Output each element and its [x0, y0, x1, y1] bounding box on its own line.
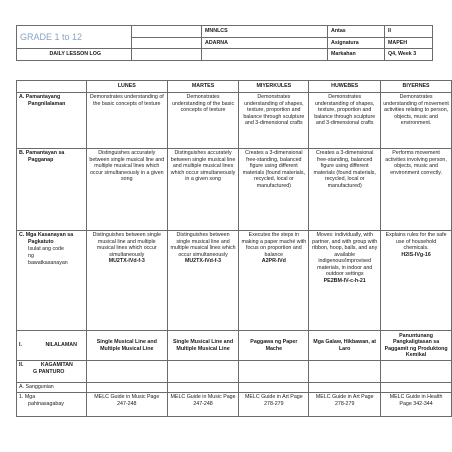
content-cell	[381, 383, 452, 393]
row-title: NILALAMAN	[45, 342, 77, 349]
day-header: HUWEBES	[309, 81, 381, 93]
content-cell: Demonstrates understanding of the basic concepts of texture	[167, 93, 239, 149]
content-cell: Paggawa ng Paper Mache	[239, 331, 309, 361]
table-row	[17, 331, 452, 361]
competency-code: MU2TX-IVd-f-3	[108, 258, 145, 264]
content-cell: Distinguishes accurately between single musical line and multiple musical lines which occur simultaneously in a given song	[167, 149, 239, 231]
content-cell: Demonstrates understanding of shapes, texture, proportion and balance through sculpture and 3-dimensional crafts	[309, 93, 381, 149]
row-note: bawatkasanayan	[28, 259, 68, 266]
content-cell: MELC Guide in Music Page 247-248	[167, 393, 239, 417]
table-row	[17, 231, 452, 331]
content-cell	[309, 231, 381, 331]
content-cell	[86, 383, 167, 393]
corner-cell	[17, 81, 87, 93]
dll-subtitle: DAILY LESSON LOG	[17, 49, 132, 61]
content-cell: MELC Guide in Health Page 342-344	[381, 393, 452, 417]
content-cell: Panuntunang Pangkaligtasan sa Paggamit ng Produktong Kemikal	[381, 331, 452, 361]
markahan-label: Markahan	[328, 49, 385, 61]
day-header-row	[17, 81, 452, 93]
competency-text: Distinguishes between single musical line and multiple musical lines which occur simultaneously	[92, 232, 161, 258]
content-cell	[167, 383, 239, 393]
teacher-value: ADARNA	[202, 37, 328, 49]
competency-text: Moves: individually, with partner, and with group with ribbon, hoop, balls, and any available indigenous/improvised materials, in indoor and outdoor settings	[312, 232, 378, 277]
asignatura-value: MAPEH	[385, 37, 433, 49]
content-cell	[167, 231, 239, 331]
school-label	[132, 26, 202, 38]
table-row	[17, 361, 452, 383]
competency-code: H2IS-IVg-16	[401, 251, 431, 258]
grade-title: GRADE 1 to 12	[17, 26, 132, 49]
competency-text: Explains rules for the safe use of household chemicals.	[385, 232, 447, 251]
markahan-value: Q4, Week 3	[385, 49, 433, 61]
day-header: BIYERNES	[381, 81, 452, 93]
row-title: A. Pamantayang	[19, 94, 61, 100]
table-row	[17, 393, 452, 417]
day-header: MIYERKULES	[239, 81, 309, 93]
content-cell: Demonstrates understanding of movement activities relating to person, objects, music and environment.	[381, 93, 452, 149]
row-title: C. Mga Kasanayan sa	[19, 232, 74, 238]
content-cell: Performs movement activities involving person, objects, music and environment correctly.	[381, 149, 452, 231]
content-cell: Creates a 3-dimensional free-standing, balanced figure using different materials (found materials, recycled, local or manufactured)	[309, 149, 381, 231]
content-cell	[86, 231, 167, 331]
content-cell	[239, 231, 309, 331]
row-title: KAGAMITAN	[40, 362, 73, 368]
content-cell	[239, 383, 309, 393]
content-cell: Mga Galaw, Hikbawan, at Laro	[309, 331, 381, 361]
row-number: II.	[19, 362, 24, 368]
competency-text: Executes the steps in making a paper maché with focus on proportion and balance	[241, 232, 307, 258]
content-cell	[86, 361, 167, 383]
competency-text: Distinguishes between single musical line and multiple musical lines which occur simultaneously	[170, 232, 236, 258]
content-cell: Creates a 3-dimensional free-standing, balanced figure using different materials (found materials, recycled, local or manufactured)	[239, 149, 309, 231]
competency-code: A2PR-IVd	[261, 258, 286, 264]
date-value	[202, 49, 328, 61]
row-number: I.	[19, 342, 22, 349]
content-cell	[309, 383, 381, 393]
content-cell: Single Musical Line and Multiple Musical Line	[86, 331, 167, 361]
content-cell	[167, 361, 239, 383]
content-cell: Single Musical Line and Multiple Musical Line	[167, 331, 239, 361]
row-subtitle: Pagkatuto	[28, 238, 54, 245]
table-row	[17, 149, 452, 231]
content-cell	[381, 231, 452, 331]
content-cell	[381, 361, 452, 383]
row-note: Isulat ang code	[28, 245, 64, 252]
row-title: B. Pamantayan sa	[19, 150, 65, 156]
row-label-pamantayan-sa-pagganap	[17, 149, 87, 231]
row-label-pamantayang-pangnilalaman	[17, 93, 87, 149]
teacher-label	[132, 37, 202, 49]
date-label	[132, 49, 202, 61]
antas-label: Antas	[328, 26, 385, 38]
row-subtitle: pahinasagabay	[28, 400, 64, 407]
table-row	[17, 93, 452, 149]
dll-header-table	[16, 25, 433, 61]
day-header: MARTES	[167, 81, 239, 93]
school-value: MNNLCS	[202, 26, 328, 38]
content-cell	[309, 361, 381, 383]
day-header: LUNES	[86, 81, 167, 93]
lesson-grid	[16, 80, 452, 417]
content-cell: MELC Guide in Music Page 247-248	[86, 393, 167, 417]
row-label-mga-kasanayan-sa-pagkatuto	[17, 231, 87, 331]
asignatura-label: Asignatura	[328, 37, 385, 49]
row-label-mga-pahina-sa-gabay	[17, 393, 87, 417]
row-label-kagamitang-panturo	[17, 361, 87, 383]
content-cell: Distinguishes accurately between single musical line and multiple musical lines which occur simultaneously in a given song	[86, 149, 167, 231]
competency-code: PE2BM-IV-c-h-21	[323, 277, 366, 284]
content-cell: MELC Guide in Art Page 278-279	[239, 393, 309, 417]
row-note: ng	[28, 252, 34, 259]
row-subtitle: Pangnilalaman	[28, 100, 66, 107]
row-title: 1. Mga	[19, 394, 36, 400]
content-cell: Demonstrates understanding of the basic concepts of texture	[86, 93, 167, 149]
row-subtitle: Pagganap	[28, 156, 54, 163]
antas-value: II	[385, 26, 433, 38]
table-row	[17, 383, 452, 393]
content-cell	[239, 361, 309, 383]
row-title: G PANTURO	[33, 368, 65, 375]
row-label-sanggunian: A. Sanggunian	[17, 383, 87, 393]
competency-code: MU2TX-IVd-f-3	[184, 258, 222, 264]
content-cell: MELC Guide in Art Page 278-279	[309, 393, 381, 417]
row-label-nilalaman	[17, 331, 87, 361]
content-cell: Demonstrates understanding of shapes, texture, proportion and balance through sculpture and 3-dimensional crafts	[239, 93, 309, 149]
